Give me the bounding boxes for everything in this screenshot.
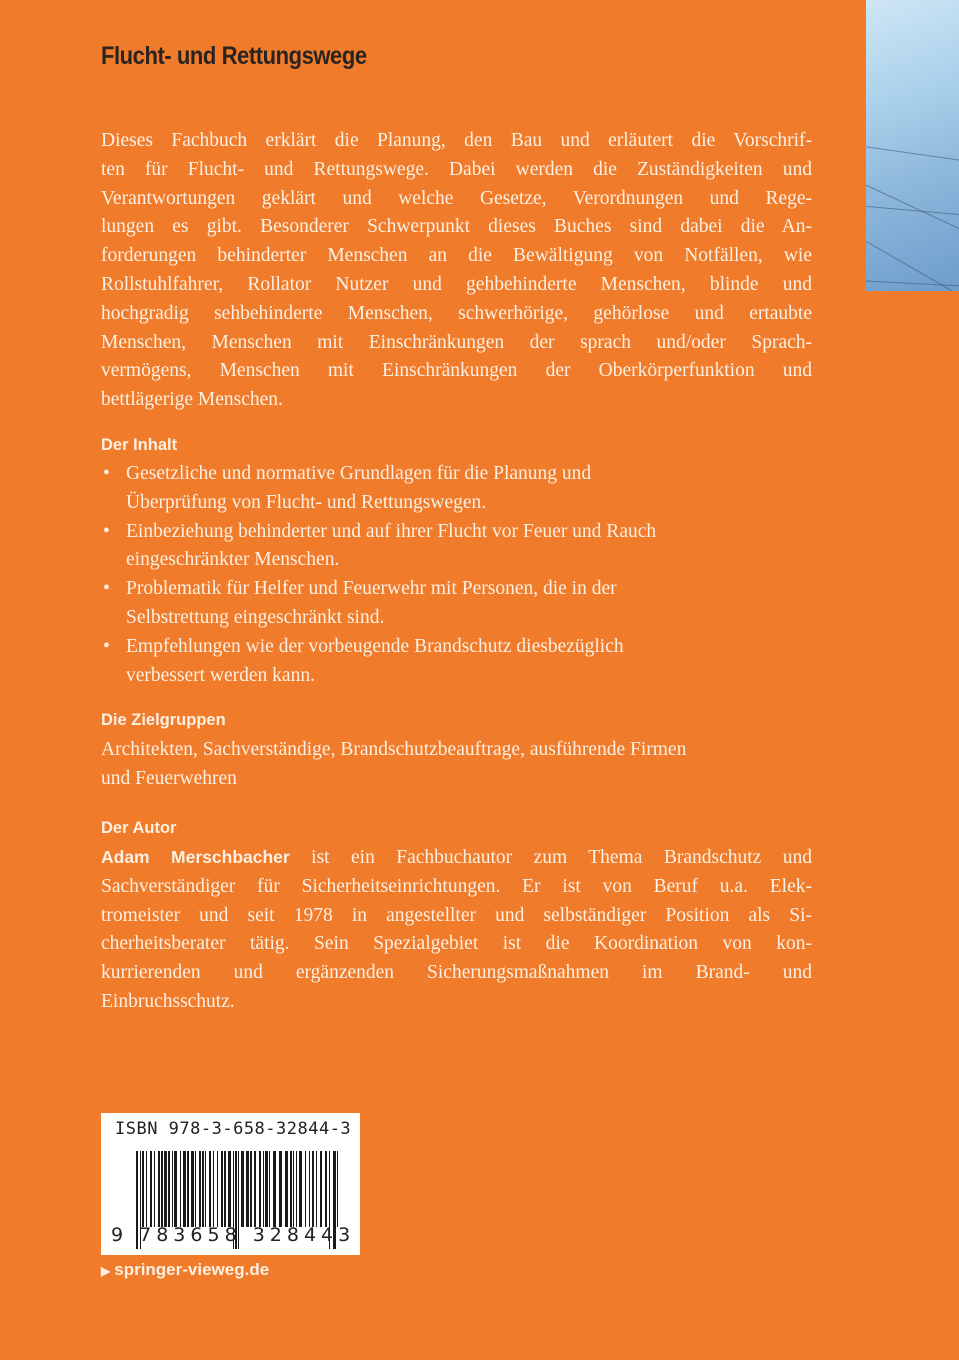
text-line: Problematik für Helfer und Feuerwehr mit Personen, die in der xyxy=(126,578,617,600)
barcode-bar xyxy=(312,1151,314,1227)
text-line: Selbstrettung eingeschränkt sind. xyxy=(126,606,385,628)
text-line: forderungen behinderter Menschen an die Bewältigung von Notfällen, wie xyxy=(101,245,812,267)
barcode-bar xyxy=(325,1151,327,1227)
barcode-bar xyxy=(285,1151,288,1227)
text-line: Gesetzliche und normative Grundlagen für die Planung und xyxy=(126,463,592,484)
text-fragment: ist ein Fachbuchautor zum Thema Brandschutz und xyxy=(289,847,812,868)
barcode-bar xyxy=(158,1151,160,1227)
barcode-bar xyxy=(273,1151,276,1227)
list-item xyxy=(101,460,821,518)
barcode-bar xyxy=(269,1151,270,1227)
barcode-bar xyxy=(187,1151,189,1227)
text-line: bettlägerige Menschen. xyxy=(101,389,283,411)
barcode-bar xyxy=(191,1151,194,1227)
barcode-bar xyxy=(213,1151,214,1227)
barcode-bar xyxy=(263,1151,264,1227)
barcode-bar xyxy=(228,1151,231,1227)
text-line: kurrierenden und ergänzenden Sicherungsmaßnahmen im Brand- und xyxy=(101,962,812,984)
text-line: verbessert werden kann. xyxy=(126,664,315,686)
barcode-bar xyxy=(199,1151,201,1227)
barcode-bar xyxy=(316,1151,317,1227)
barcode-bar xyxy=(183,1151,186,1227)
barcode-bar xyxy=(205,1151,206,1227)
autor-paragraph xyxy=(101,843,812,1017)
text-line: Architekten, Sachverständige, Brandschutzbeauftrage, ausführende Firmen xyxy=(101,739,687,760)
section-heading-zielgruppen: Die Zielgruppen xyxy=(101,711,226,729)
text-line: eingeschränkter Menschen. xyxy=(126,549,340,571)
text-line: Empfehlungen wie der vorbeugende Brandschutz diesbezüglich xyxy=(126,635,624,657)
barcode-bar xyxy=(209,1151,211,1227)
text-line: Überprüfung von Flucht- und Rettungswegen. xyxy=(126,491,487,513)
barcode-bar xyxy=(180,1151,181,1227)
book-title: Flucht- und Rettungswege xyxy=(101,42,367,70)
publisher-link-text: springer-vieweg.de xyxy=(114,1260,270,1279)
section-heading-autor: Der Autor xyxy=(101,819,177,837)
author-name: Adam Merschbacher xyxy=(101,847,290,867)
barcode-bar xyxy=(161,1151,163,1227)
text-line: und Feuerwehren xyxy=(101,767,237,789)
zielgruppen-text xyxy=(101,736,812,794)
section-heading-inhalt: Der Inhalt xyxy=(101,436,178,454)
barcode-bar xyxy=(146,1151,147,1227)
barcode-bar xyxy=(172,1151,173,1227)
list-item xyxy=(101,575,821,633)
barcode-bar xyxy=(221,1151,223,1227)
barcode-bar xyxy=(259,1151,261,1227)
text-line xyxy=(101,843,812,873)
list-item xyxy=(101,633,821,691)
text-line: ten für Flucht- und Rettungswege. Dabei werden die Zuständigkeiten und xyxy=(101,158,812,180)
barcode-bar xyxy=(279,1151,282,1227)
text-line: Einbruchsschutz. xyxy=(101,990,235,1012)
barcode-bar xyxy=(337,1151,338,1227)
list-item xyxy=(101,518,821,576)
barcode-digits: 9 783658 328443 xyxy=(111,1224,356,1246)
text-line: lungen es gibt. Besonderer Schwerpunkt dieses Buches sind dabei die An- xyxy=(101,216,812,238)
text-line: Rollstuhlfahrer, Rollator Nutzer und gehbehinderte Menschen, blinde und xyxy=(101,273,812,295)
barcode-bar xyxy=(168,1151,170,1227)
barcode-bar xyxy=(202,1151,204,1227)
barcode-bar xyxy=(154,1151,155,1227)
bullet-icon: • xyxy=(103,578,110,600)
barcode-bar xyxy=(224,1151,226,1227)
barcode-bar xyxy=(142,1151,144,1227)
text-line: hochgradig sehbehinderte Menschen, schwerhörige, gehörlose und ertaubte xyxy=(101,302,812,324)
inhalt-list xyxy=(101,460,821,690)
publisher-link[interactable] xyxy=(101,1260,269,1280)
barcode-bar xyxy=(299,1151,302,1227)
barcode-bar xyxy=(241,1151,244,1227)
barcode-bar xyxy=(309,1151,310,1227)
isbn-barcode xyxy=(101,1113,360,1255)
text-line: vermögens, Menschen mit Einschränkungen der Oberkörperfunktion und xyxy=(101,360,812,382)
play-arrow-icon: ▶ xyxy=(101,1264,111,1278)
barcode-bar xyxy=(164,1151,167,1227)
barcode-bar xyxy=(265,1151,268,1227)
bullet-icon: • xyxy=(103,635,110,657)
barcode-bar xyxy=(174,1151,177,1227)
barcode-bar xyxy=(195,1151,196,1227)
barcode-bar xyxy=(150,1151,152,1227)
barcode-bar xyxy=(254,1151,256,1227)
text-line: Verantwortungen geklärt und welche Gesetze, Verordnungen und Rege- xyxy=(101,187,812,209)
bullet-icon: • xyxy=(103,520,110,542)
bullet-icon: • xyxy=(103,463,110,484)
text-line: Menschen, Menschen mit Einschränkungen der sprach und/oder Sprach- xyxy=(101,331,812,353)
barcode-bar xyxy=(246,1151,249,1227)
text-line: Sachverständiger für Sicherheitseinrichtungen. Er ist von Beruf u.a. Elek- xyxy=(101,875,812,897)
text-line: tromeister und seit 1978 in angestellter und selbständiger Position als Si- xyxy=(101,904,812,926)
barcode-bar xyxy=(217,1151,218,1227)
barcode-bar xyxy=(296,1151,297,1227)
barcode-bar xyxy=(290,1151,292,1227)
barcode-bar xyxy=(250,1151,252,1227)
barcode-bar xyxy=(320,1151,322,1227)
text-line: cherheitsberater tätig. Sein Spezialgebiet ist die Koordination von kon- xyxy=(101,933,812,955)
intro-paragraph xyxy=(101,127,812,415)
text-line: Dieses Fachbuch erklärt die Planung, den Bau und erläutert die Vorschrif- xyxy=(101,130,812,151)
text-line: Einbeziehung behinderter und auf ihrer Flucht vor Feuer und Rauch xyxy=(126,520,657,542)
barcode-bar xyxy=(305,1151,306,1227)
isbn-text: ISBN 978-3-658-32844-3 xyxy=(115,1119,352,1139)
cover-photo-solar-panels xyxy=(866,0,959,291)
barcode-bar xyxy=(293,1151,294,1227)
